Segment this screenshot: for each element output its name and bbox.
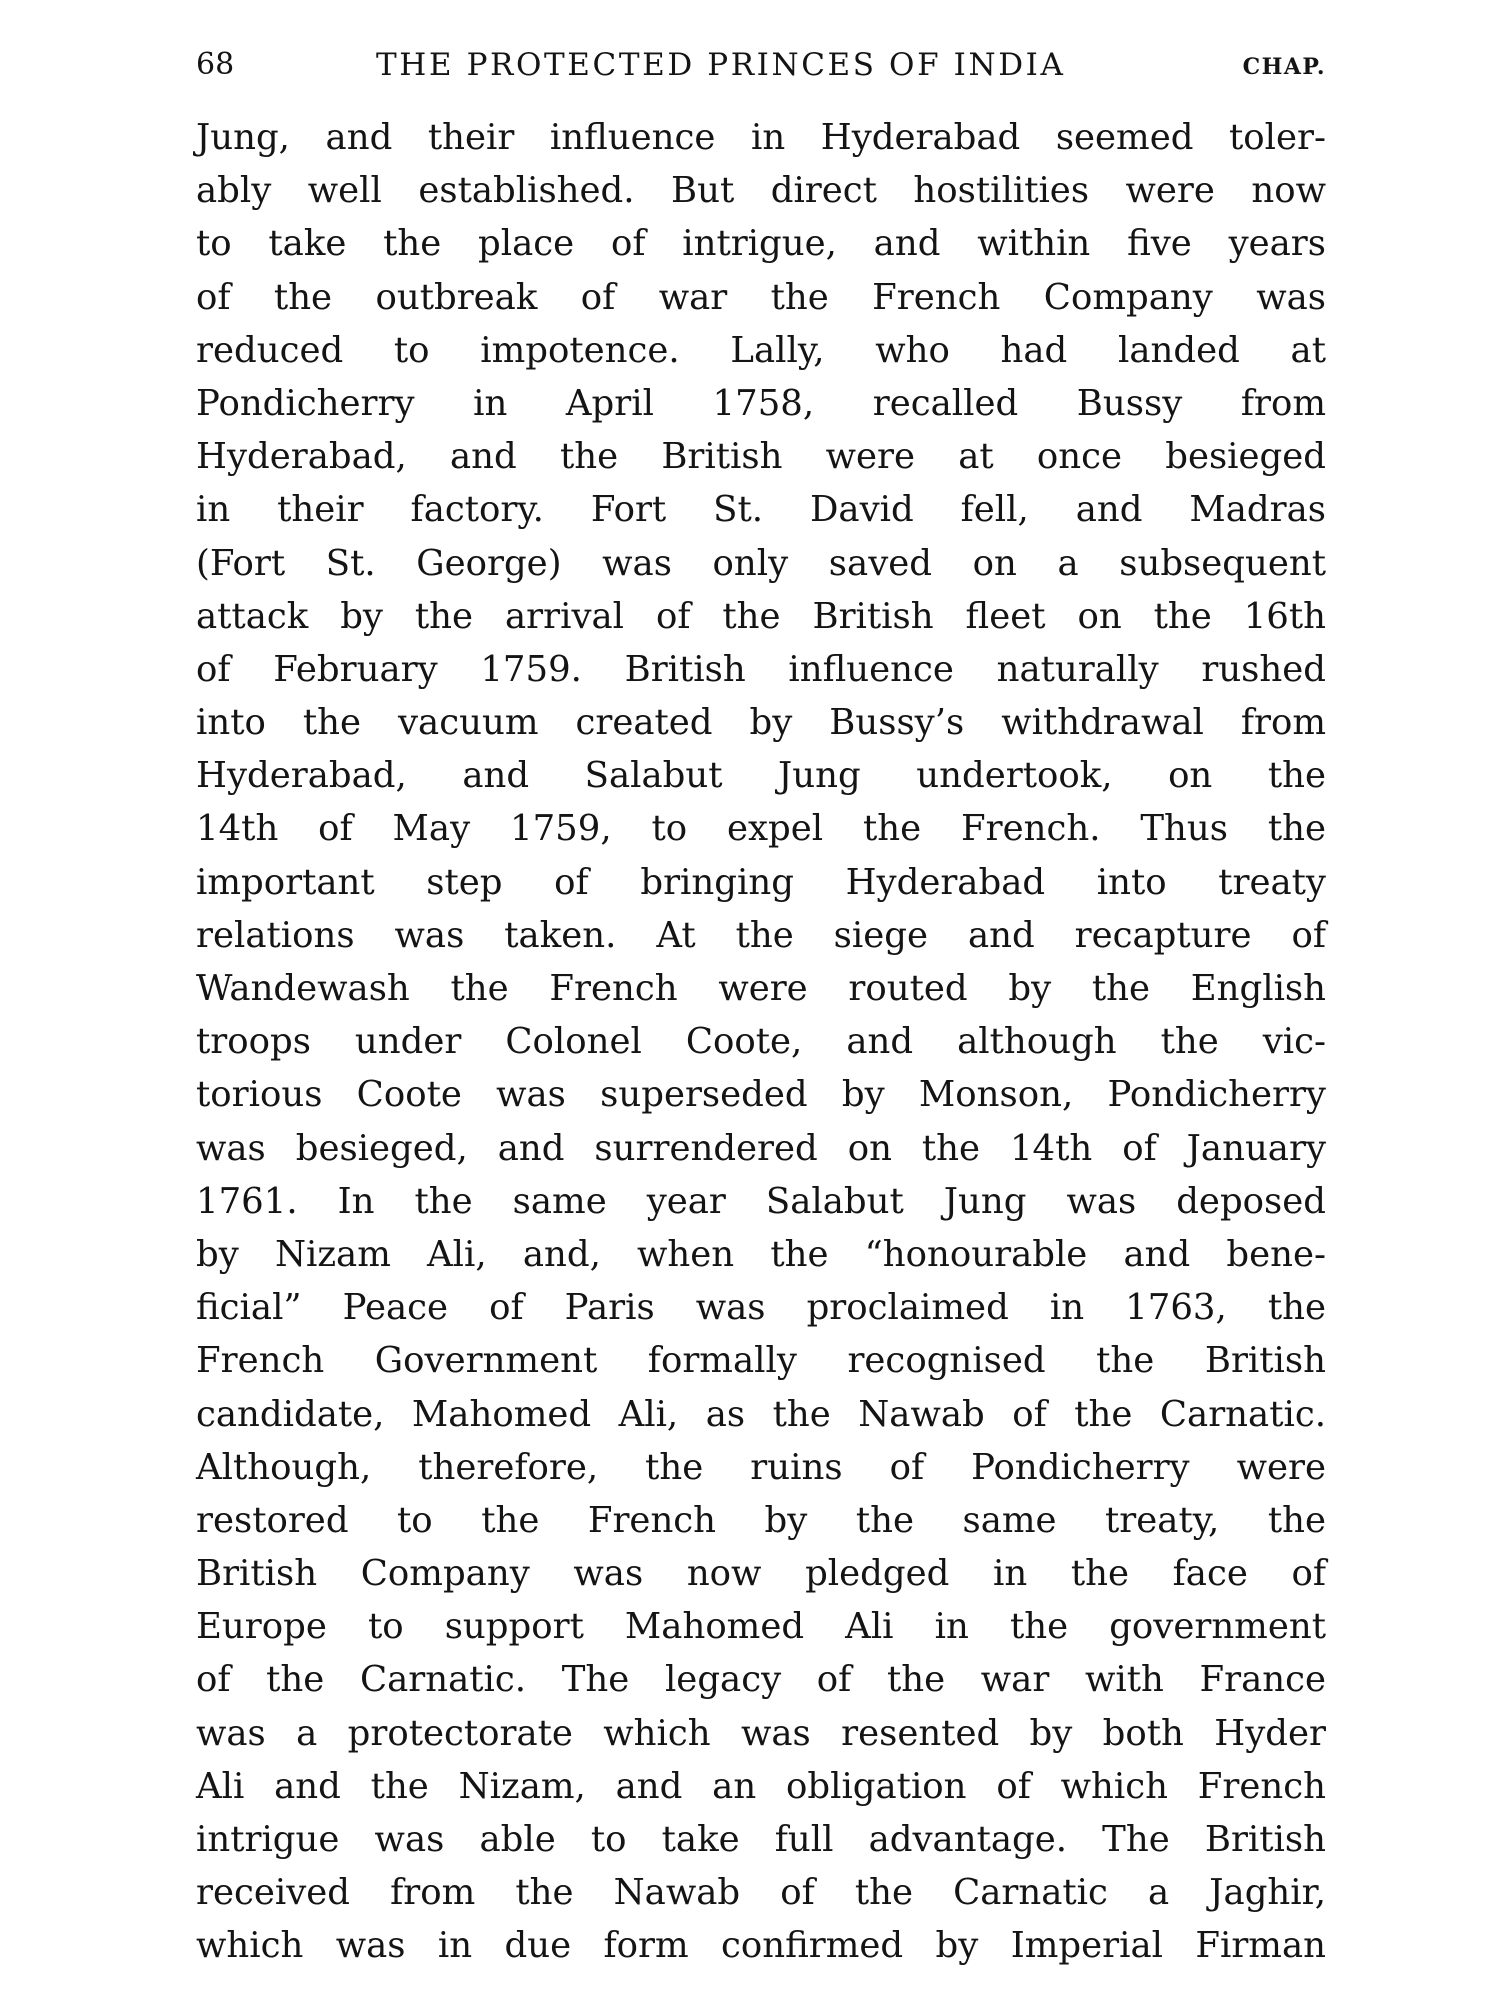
text-line: of the Carnatic. The legacy of the war with France <box>196 1659 1326 1701</box>
text-line: Hyderabad, and the British were at once besieged <box>196 436 1326 478</box>
text-line: candidate, Mahomed Ali, as the Nawab of the Carnatic. <box>196 1393 1326 1435</box>
text-line: Pondicherry in April 1758, recalled Bussy from <box>196 382 1326 424</box>
text-line: torious Coote was superseded by Monson, Pondicherry <box>196 1074 1326 1116</box>
text-line: intrigue was able to take full advantage. The British <box>196 1819 1326 1860</box>
text-line: troops under Colonel Coote, and although the vic- <box>196 1021 1326 1063</box>
text-line: Wandewash the French were routed by the English <box>196 968 1326 1009</box>
text-line: Hyderabad, and Salabut Jung undertook, on the <box>196 755 1326 797</box>
page-header <box>196 40 1326 90</box>
text-line: restored to the French by the same treaty, the <box>196 1499 1326 1541</box>
text-line: Jung, and their influence in Hyderabad seemed toler- <box>196 117 1326 158</box>
text-line: Europe to support Mahomed Ali in the government <box>196 1606 1326 1648</box>
text-line: in their factory. Fort St. David fell, and Madras <box>196 489 1326 531</box>
text-line: of the outbreak of war the French Company was <box>196 276 1326 318</box>
body-text <box>196 111 1326 1973</box>
text-line: received from the Nawab of the Carnatic a Jaghir, <box>196 1872 1326 1914</box>
running-title: THE PROTECTED PRINCES OF INDIA <box>376 47 1066 83</box>
text-line: attack by the arrival of the British fleet on the 16th <box>196 595 1326 637</box>
text-line: by Nizam Ali, and, when the “honourable and bene- <box>196 1233 1326 1275</box>
text-line: was besieged, and surrendered on the 14th of January <box>196 1127 1326 1169</box>
text-line: Ali and the Nizam, and an obligation of which French <box>196 1765 1326 1807</box>
text-line: British Company was now pledged in the face of <box>196 1553 1326 1595</box>
text-line: into the vacuum created by Bussy’s withdrawal from <box>196 702 1326 744</box>
text-line: of February 1759. British influence naturally rushed <box>196 648 1326 690</box>
text-line: 1761. In the same year Salabut Jung was deposed <box>196 1180 1326 1222</box>
text-line: 14th of May 1759, to expel the French. Thus the <box>196 808 1326 850</box>
text-line: French Government formally recognised the British <box>196 1340 1326 1382</box>
page-number: 68 <box>196 47 235 82</box>
text-line: ficial” Peace of Paris was proclaimed in 1763, the <box>196 1287 1326 1329</box>
text-line: reduced to impotence. Lally, who had landed at <box>196 329 1326 371</box>
text-line: ably well established. But direct hostilities were now <box>196 170 1326 212</box>
text-line: important step of bringing Hyderabad into treaty <box>196 861 1326 903</box>
text-line: relations was taken. At the siege and recapture of <box>196 914 1326 956</box>
text-line: Although, therefore, the ruins of Pondicherry were <box>196 1446 1326 1488</box>
text-line: (Fort St. George) was only saved on a subsequent <box>196 542 1326 584</box>
chapter-label: CHAP. <box>1242 54 1326 80</box>
text-line: which was in due form confirmed by Imperial Firman <box>196 1925 1326 1967</box>
text-line: was a protectorate which was resented by both Hyder <box>196 1712 1326 1754</box>
text-line: to take the place of intrigue, and within five years <box>196 223 1326 265</box>
